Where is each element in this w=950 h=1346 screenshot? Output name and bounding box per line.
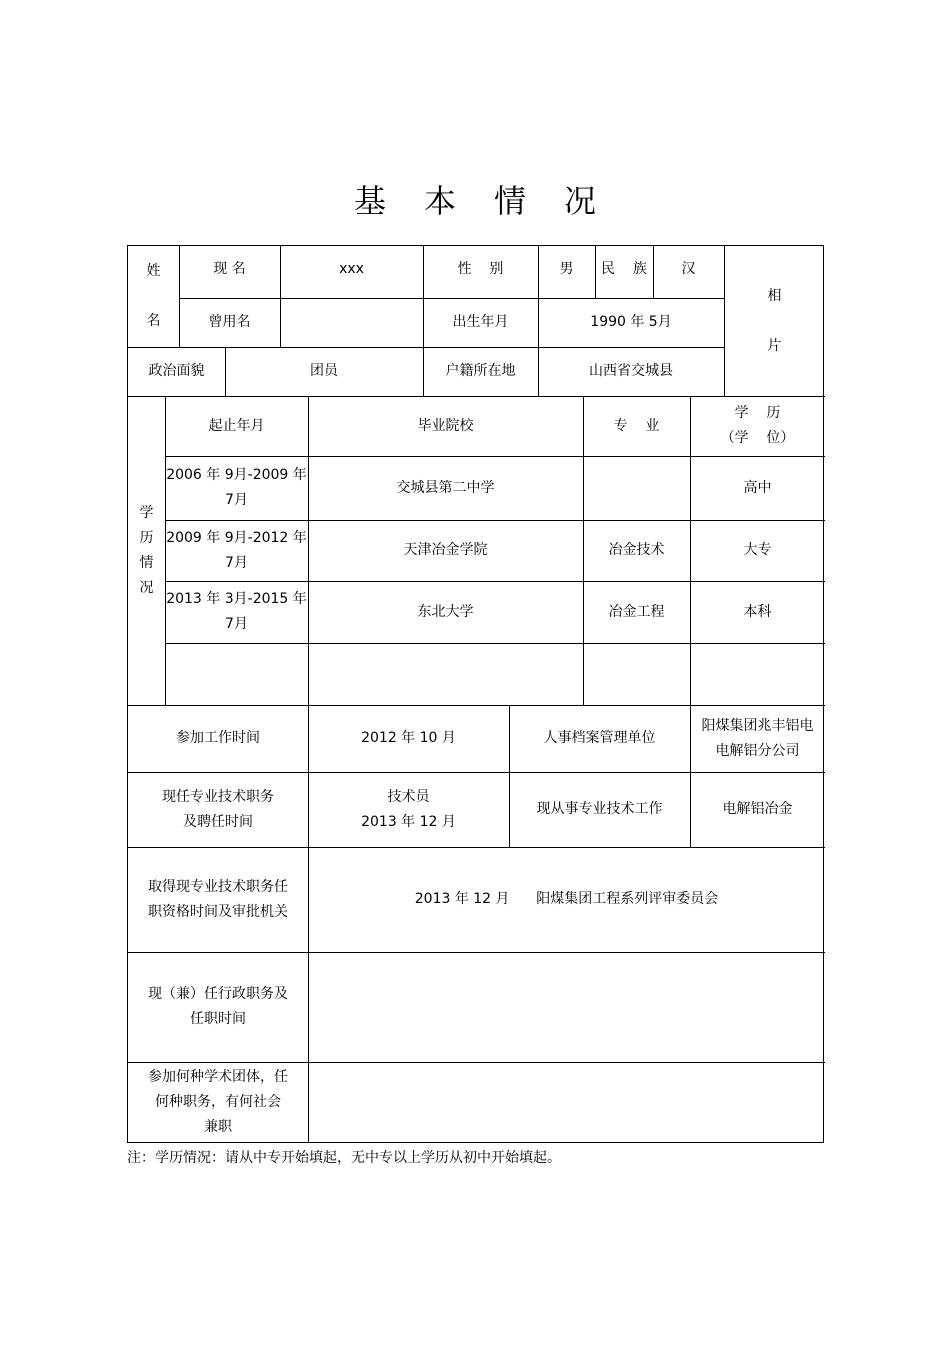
table-row-major — [583, 456, 690, 520]
qualification-label: 取得现专业技术职务任 职资格时间及审批机关 — [148, 878, 288, 920]
former-name-value — [280, 298, 423, 347]
political-label: 政治面貌 — [148, 363, 205, 379]
edu-header-degree: 学 历 （学 位） — [720, 405, 795, 446]
ethnicity-value: 汉 — [681, 261, 696, 277]
edu-header-period: 起止年月 — [208, 417, 265, 434]
archive-value: 阳煤集团兆丰铝电 电解铝分公司 — [701, 717, 814, 759]
table-row-degree: 大专 — [743, 542, 772, 558]
academic-label: 参加何种学术团体，任 何种职务，有何社会 兼职 — [148, 1068, 288, 1135]
work-start-value: 2012 年 10 月 — [361, 730, 456, 746]
archive-label: 人事档案管理单位 — [543, 730, 656, 746]
table-row-school: 东北大学 — [417, 603, 474, 620]
table-row-period: 2009 年 9月-2012 年 7月 — [166, 529, 307, 571]
admin-duty-value — [308, 952, 825, 1062]
table-row-period: 2006 年 9月-2009 年 7月 — [166, 467, 307, 508]
table-row-degree: 本科 — [743, 603, 772, 620]
former-name-label: 曾用名 — [208, 314, 251, 330]
admin-duty-label: 现（兼）任行政职务及 任职时间 — [148, 986, 288, 1027]
basic-info-table — [127, 245, 824, 1143]
table-row-degree: 高中 — [743, 479, 772, 496]
title-label: 现任专业技术职务 及聘任时间 — [162, 788, 274, 830]
education-section-label: 学 历 情 况 — [139, 504, 154, 596]
footnote: 注：学历情况：请从中专开始填起，无中专以上学历从初中开始填起。 — [127, 1150, 561, 1166]
page-title: 基 本 情 况 — [353, 182, 597, 220]
table-row-major — [583, 643, 690, 705]
table-row-major: 冶金工程 — [608, 603, 665, 620]
table-row-school: 天津冶金学院 — [403, 542, 488, 558]
hukou-value: 山西省交城县 — [589, 363, 673, 379]
political-value: 团员 — [310, 363, 338, 379]
birth-value: 1990 年 5月 — [590, 314, 672, 330]
table-row-school — [308, 643, 583, 705]
table-row-school: 交城县第二中学 — [396, 479, 495, 496]
current-name-value: xxx — [339, 261, 364, 277]
table-row-degree — [690, 643, 825, 705]
academic-value — [308, 1062, 825, 1142]
gender-value: 男 — [559, 261, 574, 277]
table-row-period: 2013 年 3月-2015 年 7月 — [166, 591, 307, 632]
current-name-label: 现 名 — [213, 261, 246, 277]
title-value: 技术员 2013 年 12 月 — [361, 788, 456, 830]
gender-label: 性 别 — [457, 261, 504, 277]
hukou-label: 户籍所在地 — [445, 363, 516, 379]
qualification-value: 2013 年 12 月 阳煤集团工程系列评审委员会 — [414, 891, 719, 907]
work-start-label: 参加工作时间 — [176, 730, 260, 746]
ethnicity-label: 民 族 — [601, 261, 647, 277]
birth-label: 出生年月 — [452, 314, 509, 330]
edu-header-school: 毕业院校 — [417, 417, 474, 434]
current-work-label: 现从事专业技术工作 — [536, 801, 663, 817]
table-row-period — [165, 643, 308, 705]
table-row-major: 冶金技术 — [608, 542, 665, 558]
current-work-value: 电解铝冶金 — [722, 801, 793, 817]
edu-header-major: 专 业 — [613, 417, 660, 434]
photo-area: 相 片 — [767, 287, 782, 354]
name-label: 姓 名 — [146, 263, 161, 329]
